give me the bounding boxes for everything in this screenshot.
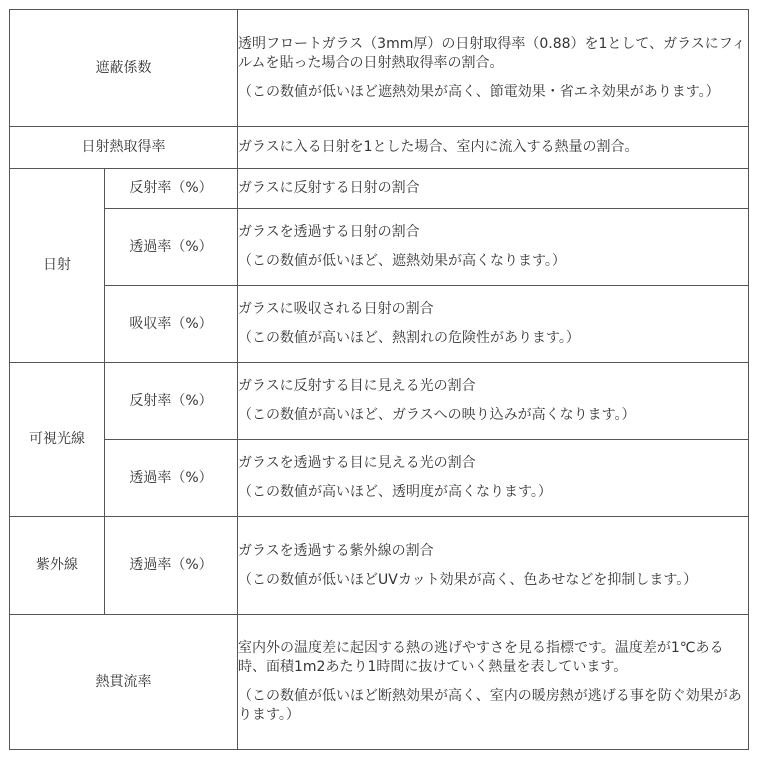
row-description: [238, 209, 749, 286]
table-row: [10, 363, 749, 440]
table-row: [10, 127, 749, 169]
table-row: [10, 440, 749, 517]
table-row: [10, 615, 749, 750]
description-text: 透明フロートガラス（3mm厚）の日射取得率（0.88）を1として、ガラスにフィルムを貼った場合の日射熱取得率の割合。: [238, 35, 746, 71]
row-label-visible-transmittance: 透過率（%）: [105, 440, 238, 517]
row-label-solar-absorptance: 吸収率（%）: [105, 286, 238, 363]
row-label-solar-gain: 日射熱取得率: [10, 127, 238, 169]
row-label-visible-reflectance: 反射率（%）: [105, 363, 238, 440]
description-text: ガラスを透過する紫外線の割合: [238, 542, 434, 559]
glass-film-spec-table: [9, 9, 749, 750]
row-label-shading: 遮蔽係数: [10, 10, 238, 127]
row-description: [238, 440, 749, 517]
table-row: [10, 209, 749, 286]
description-note: （この数値が低いほど、遮熱効果が高くなります。）: [238, 253, 566, 269]
description-text: ガラスに反射する日射の割合: [238, 180, 420, 196]
table-row: [10, 10, 749, 127]
description-note: （この数値が低いほど断熱効果が高く、室内の暖房熱が逃げる事を防ぐ効果があります。）: [238, 688, 742, 723]
description-note: （この数値が低いほど遮熱効果が高く、節電効果・省エネ効果があります。）: [238, 83, 720, 100]
row-label-u-value: 熱貫流率: [10, 615, 238, 750]
table-row: [10, 517, 749, 615]
row-description: [238, 286, 749, 363]
description-text: ガラスを透過する目に見える光の割合: [238, 455, 476, 471]
description-note: （この数値が高いほど、熱割れの危険性があります。）: [238, 330, 580, 346]
description-note: （この数値が低いほどUVカット効果が高く、色あせなどを抑制します。）: [238, 571, 698, 588]
row-description: [238, 615, 749, 750]
description-text: ガラスに入る日射を1とした場合、室内に流入する熱量の割合。: [238, 139, 639, 155]
description-note: （この数値が高いほど、透明度が高くなります。）: [238, 484, 552, 500]
row-description: [238, 169, 749, 209]
row-label-solar-transmittance: 透過率（%）: [105, 209, 238, 286]
row-description: [238, 127, 749, 169]
description-note: （この数値が高いほど、ガラスへの映り込みが高くなります。）: [238, 407, 636, 423]
table-row: [10, 169, 749, 209]
row-label-uv-transmittance: 透過率（%）: [105, 517, 238, 615]
row-label-solar-reflectance: 反射率（%）: [105, 169, 238, 209]
group-label-uv: 紫外線: [10, 517, 105, 615]
description-text: ガラスに吸収される日射の割合: [238, 301, 434, 317]
table-row: [10, 286, 749, 363]
group-label-solar: 日射: [10, 169, 105, 363]
row-description: [238, 517, 749, 615]
description-text: ガラスに反射する目に見える光の割合: [238, 378, 476, 394]
row-description: [238, 363, 749, 440]
group-label-visible-light: 可視光線: [10, 363, 105, 517]
description-text: ガラスを透過する日射の割合: [238, 224, 420, 240]
description-text: 室内外の温度差に起因する熱の逃げやすさを見る指標です。温度差が1℃ある時、面積1m2あたり1時間に抜けていく熱量を表しています。: [238, 640, 724, 675]
row-description: [238, 10, 749, 127]
